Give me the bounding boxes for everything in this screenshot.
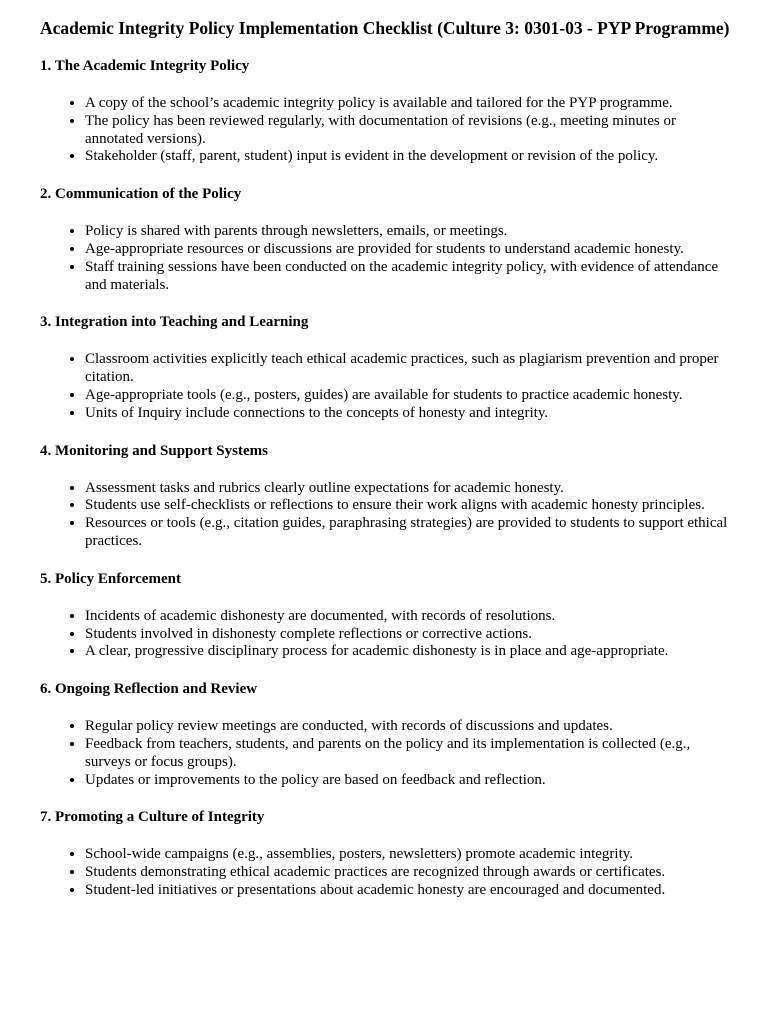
checklist-list [40, 351, 728, 422]
section-heading: 2. Communication of the Policy [40, 186, 242, 203]
checklist-item: • Regular policy review meetings are conducted, with records of discussions and updates. [85, 718, 728, 736]
checklist-list [40, 846, 728, 899]
section-heading: 1. The Academic Integrity Policy [40, 58, 250, 74]
checklist-item: • Units of Inquiry include connections to the concepts of honesty and integrity. [85, 405, 728, 423]
checklist-list [40, 480, 728, 551]
checklist-item: • School-wide campaigns (e.g., assemblies, posters, newsletters) promote academic integrity. [85, 846, 728, 864]
checklist-item: • The policy has been reviewed regularly, with documentation of revisions (e.g., meeting minutes or annotated versions). [85, 113, 728, 149]
checklist-item: • Student-led initiatives or presentations about academic honesty are encouraged and documented. [85, 882, 728, 900]
checklist-list [40, 608, 728, 661]
section-heading: 7. Promoting a Culture of Integrity [40, 809, 265, 826]
checklist-item: • Updates or improvements to the policy are based on feedback and reflection. [85, 772, 728, 790]
checklist-section [40, 807, 728, 899]
checklist-section [40, 679, 728, 789]
section-heading: 5. Policy Enforcement [40, 570, 181, 587]
checklist-list [40, 718, 728, 789]
checklist-item: • Assessment tasks and rubrics clearly outline expectations for academic honesty. [85, 480, 728, 498]
checklist-item: • Incidents of academic dishonesty are documented, with records of resolutions. [85, 608, 728, 626]
section-heading: 3. Integration into Teaching and Learning [40, 314, 309, 331]
checklist-section [40, 569, 728, 661]
checklist-item: • Age-appropriate tools (e.g., posters, guides) are available for students to practice academic honesty. [85, 387, 728, 405]
checklist-item: • A copy of the school’s academic integrity policy is available and tailored for the PYP programme. [85, 95, 728, 113]
section-heading: 4. Monitoring and Support Systems [40, 442, 268, 459]
checklist-item: • Staff training sessions have been conducted on the academic integrity policy, with evidence of attendance and materials. [85, 259, 728, 295]
checklist-section [40, 184, 728, 294]
checklist-item: • A clear, progressive disciplinary process for academic dishonesty is in place and age-appropriate. [85, 643, 728, 661]
checklist-item: • Age-appropriate resources or discussions are provided for students to understand academic honesty. [85, 241, 728, 259]
checklist-list [40, 223, 728, 294]
checklist-item: • Students use self-checklists or reflections to ensure their work aligns with academic honesty principles. [85, 497, 728, 515]
sections-container [40, 56, 728, 900]
checklist-list [40, 95, 728, 166]
checklist-section [40, 56, 728, 166]
checklist-item: • Stakeholder (staff, parent, student) input is evident in the development or revision of the policy. [85, 148, 728, 166]
checklist-item: • Students involved in dishonesty complete reflections or corrective actions. [85, 626, 728, 644]
checklist-item: • Students demonstrating ethical academic practices are recognized through awards or certificates. [85, 864, 728, 882]
section-heading: 6. Ongoing Reflection and Review [40, 681, 258, 698]
checklist-item: • Classroom activities explicitly teach ethical academic practices, such as plagiarism prevention and proper citation. [85, 351, 728, 387]
checklist-item: • Resources or tools (e.g., citation guides, paraphrasing strategies) are provided to students to support ethical practices. [85, 515, 728, 551]
document-title: Academic Integrity Policy Implementation Checklist (Culture 3: 0301-03 - PYP Programme) [40, 18, 730, 38]
checklist-section [40, 312, 728, 422]
checklist-item: • Policy is shared with parents through newsletters, emails, or meetings. [85, 223, 728, 241]
checklist-section [40, 441, 728, 551]
checklist-item: • Feedback from teachers, students, and parents on the policy and its implementation is collected (e.g., surveys or focus groups). [85, 736, 728, 772]
